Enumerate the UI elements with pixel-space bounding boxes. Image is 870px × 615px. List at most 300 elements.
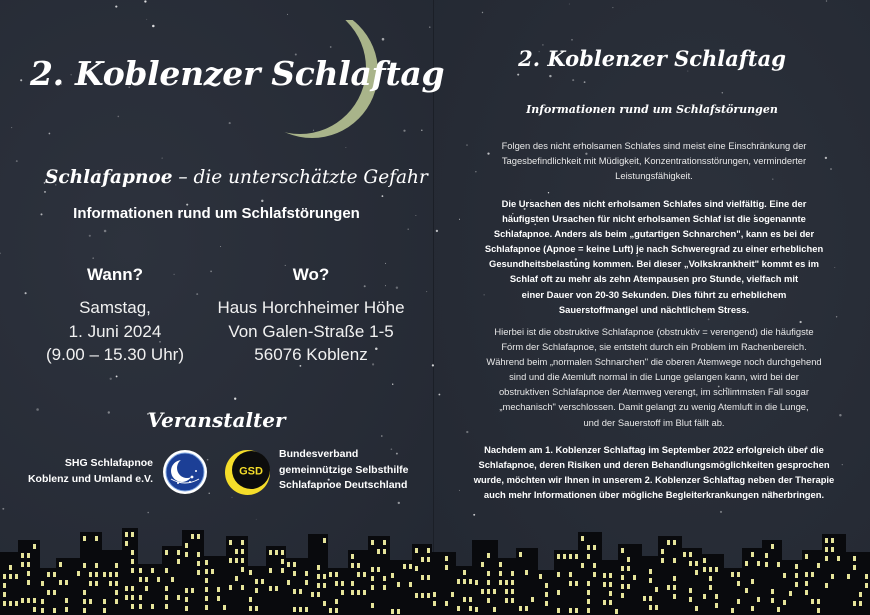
- lit-window: [609, 573, 612, 578]
- lit-window: [177, 550, 180, 555]
- lit-window: [151, 604, 154, 609]
- lit-window: [433, 601, 436, 606]
- lit-window: [505, 589, 508, 594]
- lit-window: [505, 580, 508, 585]
- lit-window: [519, 606, 522, 611]
- star: [382, 195, 384, 197]
- lit-window: [427, 593, 430, 598]
- lit-window: [805, 581, 808, 586]
- star: [426, 291, 427, 292]
- star: [385, 285, 386, 286]
- lit-window: [59, 580, 62, 585]
- lit-window: [511, 598, 514, 603]
- lit-window: [131, 559, 134, 564]
- lit-window: [59, 562, 62, 567]
- star: [11, 127, 12, 128]
- lit-window: [21, 562, 24, 567]
- lit-window: [643, 596, 646, 601]
- lit-window: [323, 583, 326, 588]
- lit-window: [493, 589, 496, 594]
- lit-window: [587, 590, 590, 595]
- lit-window: [695, 561, 698, 566]
- building: [680, 548, 702, 615]
- where-street: Von Galen-Straße 1-5: [228, 321, 394, 341]
- lit-window: [65, 598, 68, 603]
- lit-window: [661, 558, 664, 563]
- lit-window: [3, 583, 6, 588]
- lit-window: [817, 599, 820, 604]
- lit-window: [475, 607, 478, 612]
- star: [569, 4, 570, 5]
- lit-window: [751, 606, 754, 611]
- star: [571, 39, 573, 41]
- subtitle-rest: – die unterschätzte Gefahr: [172, 167, 428, 188]
- para-line: Hierbei ist die obstruktive Schlafapnoe (obstruktiv = verengend) die häufigste: [494, 326, 814, 337]
- star: [117, 116, 119, 118]
- lit-window: [421, 593, 424, 598]
- lit-window: [139, 595, 142, 600]
- lit-window: [593, 545, 596, 550]
- lit-window: [403, 564, 406, 569]
- star: [826, 0, 827, 1]
- gsd-logo-icon: [224, 449, 271, 496]
- lit-window: [83, 608, 86, 613]
- building: [266, 546, 286, 615]
- lit-window: [317, 592, 320, 597]
- subtitle: [45, 167, 428, 188]
- lit-window: [487, 580, 490, 585]
- lit-window: [205, 560, 208, 565]
- lit-window: [837, 556, 840, 561]
- star: [89, 235, 91, 237]
- lit-window: [197, 570, 200, 575]
- para-line: Leistungsfähigkeit.: [615, 170, 693, 182]
- lit-window: [415, 593, 418, 598]
- building: [472, 540, 498, 615]
- star: [364, 285, 366, 287]
- paragraph-causes: [454, 196, 854, 317]
- lit-window: [305, 607, 308, 612]
- lit-window: [171, 577, 174, 582]
- lit-window: [249, 606, 252, 611]
- para-line: Nachdem am 1. Koblenzer Schlaftag im September 2022 erfolgreich über die: [484, 444, 824, 455]
- lit-window: [621, 575, 624, 580]
- lit-window: [165, 568, 168, 573]
- lit-window: [323, 601, 326, 606]
- lit-window: [335, 581, 338, 586]
- lit-window: [603, 573, 606, 578]
- lit-window: [731, 608, 734, 613]
- lit-window: [9, 565, 12, 570]
- lit-window: [649, 569, 652, 574]
- lit-window: [593, 563, 596, 568]
- lit-window: [15, 601, 18, 606]
- lit-window: [115, 563, 118, 568]
- star: [432, 364, 434, 366]
- lit-window: [777, 607, 780, 612]
- star: [16, 160, 18, 162]
- lit-window: [751, 552, 754, 557]
- lit-window: [415, 548, 418, 553]
- lit-window: [235, 558, 238, 563]
- para-line: einer Dauer von 20-30 Sekunden. Dies führt zu erheblichem: [521, 288, 787, 300]
- lit-window: [737, 572, 740, 577]
- lit-window: [15, 574, 18, 579]
- building: [182, 530, 204, 615]
- lit-window: [229, 585, 232, 590]
- lit-window: [41, 599, 44, 604]
- star: [220, 246, 221, 247]
- lit-window: [703, 558, 706, 563]
- lit-window: [323, 538, 326, 543]
- main-title: 2. Koblenzer Schlaftag: [30, 54, 445, 93]
- lit-window: [865, 583, 868, 588]
- lit-window: [165, 604, 168, 609]
- lit-window: [575, 554, 578, 559]
- star: [162, 158, 163, 159]
- lit-window: [151, 568, 154, 573]
- star: [146, 19, 147, 20]
- lit-window: [463, 570, 466, 575]
- lit-window: [745, 588, 748, 593]
- lit-window: [351, 563, 354, 568]
- lit-window: [865, 574, 868, 579]
- lit-window: [457, 606, 460, 611]
- lit-window: [165, 595, 168, 600]
- lit-window: [673, 576, 676, 581]
- lit-window: [131, 550, 134, 555]
- when-day: Samstag,: [79, 298, 151, 317]
- star: [0, 252, 1, 254]
- lit-window: [197, 534, 200, 539]
- lit-window: [655, 605, 658, 610]
- lit-window: [131, 586, 134, 591]
- right-title: 2. Koblenzer Schlaftag: [518, 46, 786, 71]
- lit-window: [511, 589, 514, 594]
- lit-window: [853, 556, 856, 561]
- lit-window: [817, 608, 820, 613]
- lit-window: [83, 563, 86, 568]
- lit-window: [587, 581, 590, 586]
- lit-window: [825, 583, 828, 588]
- lit-window: [83, 536, 86, 541]
- star: [44, 191, 46, 193]
- lit-window: [131, 604, 134, 609]
- lit-window: [103, 599, 106, 604]
- lit-window: [667, 540, 670, 545]
- lit-window: [53, 590, 56, 595]
- paragraph-consequences: [454, 138, 854, 183]
- lit-window: [255, 579, 258, 584]
- lit-window: [287, 562, 290, 567]
- lit-window: [683, 552, 686, 557]
- lit-window: [795, 564, 798, 569]
- lit-window: [371, 603, 374, 608]
- lit-window: [351, 554, 354, 559]
- star: [612, 7, 613, 8]
- star: [232, 497, 233, 498]
- lit-window: [197, 552, 200, 557]
- lit-window: [371, 540, 374, 545]
- para-line: Tagesbefindlichkeit mit Müdigkeit, Konzentrationsstörungen, verminderter: [501, 155, 807, 167]
- lit-window: [383, 540, 386, 545]
- lit-window: [235, 549, 238, 554]
- star: [381, 435, 383, 437]
- lit-window: [649, 578, 652, 583]
- lit-window: [115, 581, 118, 586]
- lit-window: [41, 581, 44, 586]
- lit-window: [317, 583, 320, 588]
- star: [385, 263, 386, 264]
- lit-window: [557, 554, 560, 559]
- lit-window: [249, 570, 252, 575]
- lit-window: [859, 601, 862, 606]
- lit-window: [299, 607, 302, 612]
- lit-window: [427, 557, 430, 562]
- star: [20, 79, 22, 81]
- right-subtitle: Informationen rund um Schlafstörungen: [526, 103, 778, 116]
- lit-window: [317, 565, 320, 570]
- lit-window: [487, 553, 490, 558]
- lit-window: [241, 549, 244, 554]
- para-line: Schlafapnoe. Anders als beim „gutartigen Schnarchen", kann es bei der: [493, 228, 815, 240]
- lit-window: [805, 590, 808, 595]
- star: [708, 319, 710, 321]
- where-city: 56076 Koblenz: [254, 345, 368, 364]
- lit-window: [689, 552, 692, 557]
- lit-window: [745, 561, 748, 566]
- lit-window: [89, 572, 92, 577]
- lit-window: [323, 574, 326, 579]
- star: [110, 378, 112, 380]
- lit-window: [103, 608, 106, 613]
- lit-window: [621, 593, 624, 598]
- lit-window: [33, 598, 36, 603]
- star: [261, 200, 263, 202]
- lit-window: [427, 548, 430, 553]
- lit-window: [469, 597, 472, 602]
- lit-window: [557, 608, 560, 613]
- lit-window: [205, 587, 208, 592]
- lit-window: [575, 581, 578, 586]
- star: [799, 321, 801, 323]
- org2-line1: Bundesverband: [279, 448, 359, 460]
- lit-window: [281, 559, 284, 564]
- lit-window: [783, 573, 786, 578]
- city-skyline-icon: [0, 510, 870, 615]
- star: [92, 257, 94, 259]
- lit-window: [709, 567, 712, 572]
- lit-window: [65, 580, 68, 585]
- para-line: Folgen des nicht erholsamen Schlafes sind meist eine Einschränkung der: [501, 140, 807, 151]
- lit-window: [463, 579, 466, 584]
- lit-window: [269, 568, 272, 573]
- lit-window: [275, 586, 278, 591]
- lit-window: [655, 587, 658, 592]
- lit-window: [53, 608, 56, 613]
- lit-window: [241, 558, 244, 563]
- lit-window: [587, 599, 590, 604]
- organizers-title: Veranstalter: [147, 408, 286, 432]
- lit-window: [269, 550, 272, 555]
- lit-window: [771, 589, 774, 594]
- lit-window: [329, 572, 332, 577]
- lit-window: [795, 573, 798, 578]
- lit-window: [847, 574, 850, 579]
- where-venue: Haus Horchheimer Höhe: [217, 298, 405, 317]
- info-heading: Informationen rund um Schlafstörungen: [73, 205, 360, 222]
- org2-line3: Schlafapnoe Deutschland: [279, 479, 408, 491]
- lit-window: [673, 594, 676, 599]
- lit-window: [609, 600, 612, 605]
- star: [396, 286, 398, 288]
- para-line: Schlaf oft zu mehr als zehn Atempausen pro Stunde, vielfach mit: [509, 273, 799, 285]
- lit-window: [249, 597, 252, 602]
- para-line: Form der Schlafapnoe, sie entsteht durch ein Problem im Rachenbereich.: [501, 341, 807, 353]
- star: [287, 14, 288, 15]
- lit-window: [205, 596, 208, 601]
- lit-window: [765, 553, 768, 558]
- lit-window: [21, 598, 24, 603]
- lit-window: [341, 581, 344, 586]
- gsd-logo-text: GSD: [239, 465, 263, 478]
- lit-window: [689, 588, 692, 593]
- lit-window: [241, 567, 244, 572]
- lit-window: [731, 572, 734, 577]
- lit-window: [615, 609, 618, 614]
- lit-window: [47, 590, 50, 595]
- lit-window: [831, 547, 834, 552]
- lit-window: [191, 534, 194, 539]
- lit-window: [95, 563, 98, 568]
- lit-window: [223, 605, 226, 610]
- lit-window: [363, 590, 366, 595]
- lit-window: [575, 608, 578, 613]
- star: [398, 502, 400, 504]
- lit-window: [335, 608, 338, 613]
- lit-window: [305, 580, 308, 585]
- lit-window: [89, 581, 92, 586]
- lit-window: [427, 575, 430, 580]
- lit-window: [569, 608, 572, 613]
- lit-window: [825, 547, 828, 552]
- lit-window: [205, 569, 208, 574]
- lit-window: [751, 579, 754, 584]
- lit-window: [499, 562, 502, 567]
- lit-window: [27, 598, 30, 603]
- org2-line2: gemeinnützige Selbsthilfe: [279, 463, 409, 476]
- para-line: und der Sauerstoff im Blut fällt ab.: [583, 416, 725, 428]
- building: [658, 536, 682, 615]
- star: [584, 81, 586, 83]
- lit-window: [587, 545, 590, 550]
- lit-window: [859, 592, 862, 597]
- lit-window: [603, 600, 606, 605]
- lit-window: [603, 582, 606, 587]
- lit-window: [715, 603, 718, 608]
- lit-window: [235, 576, 238, 581]
- lit-window: [217, 596, 220, 601]
- lit-window: [505, 598, 508, 603]
- lit-window: [609, 582, 612, 587]
- lit-window: [391, 573, 394, 578]
- lit-window: [831, 574, 834, 579]
- lit-window: [811, 599, 814, 604]
- lit-window: [27, 553, 30, 558]
- lit-window: [511, 580, 514, 585]
- lit-window: [33, 607, 36, 612]
- lit-window: [445, 601, 448, 606]
- lit-window: [627, 557, 630, 562]
- lit-window: [21, 553, 24, 558]
- lit-window: [421, 557, 424, 562]
- lit-window: [673, 585, 676, 590]
- lit-window: [469, 579, 472, 584]
- star: [572, 79, 574, 81]
- lit-window: [777, 562, 780, 567]
- lit-window: [817, 563, 820, 568]
- lit-window: [185, 606, 188, 611]
- lit-window: [177, 559, 180, 564]
- lit-window: [229, 558, 232, 563]
- lit-window: [53, 572, 56, 577]
- lit-window: [27, 580, 30, 585]
- lit-window: [145, 586, 148, 591]
- shg-logo-icon: [162, 449, 208, 495]
- lit-window: [487, 571, 490, 576]
- lit-window: [709, 576, 712, 581]
- lit-window: [217, 587, 220, 592]
- lit-window: [805, 554, 808, 559]
- para-line: auch mehr Informationen über mögliche Begleiterkrankungen näherbringen.: [483, 489, 825, 501]
- lit-window: [805, 572, 808, 577]
- lit-window: [825, 538, 828, 543]
- org1-line1: SHG Schlafapnoe: [64, 457, 153, 469]
- star: [438, 394, 440, 396]
- where-details: [196, 296, 426, 367]
- para-line: obstruktiven Schlafapnoe der Atemweg verengt, im schlimmsten Fall sogar: [498, 386, 810, 398]
- paragraph-event: [454, 442, 854, 502]
- lit-window: [83, 590, 86, 595]
- lit-window: [125, 586, 128, 591]
- lit-window: [765, 562, 768, 567]
- building: [122, 528, 138, 615]
- lit-window: [621, 548, 624, 553]
- lit-window: [383, 585, 386, 590]
- lit-window: [593, 572, 596, 577]
- lit-window: [185, 588, 188, 593]
- lit-window: [255, 588, 258, 593]
- lit-window: [377, 549, 380, 554]
- lit-window: [587, 608, 590, 613]
- lit-window: [65, 607, 68, 612]
- lit-window: [27, 562, 30, 567]
- lit-window: [715, 594, 718, 599]
- star: [144, 0, 146, 2]
- star: [104, 230, 107, 233]
- star: [49, 133, 51, 135]
- star: [549, 75, 551, 77]
- star: [115, 6, 117, 8]
- lit-window: [581, 563, 584, 568]
- lit-window: [831, 538, 834, 543]
- lit-window: [125, 532, 128, 537]
- lit-window: [269, 586, 272, 591]
- lit-window: [177, 595, 180, 600]
- lit-window: [293, 589, 296, 594]
- lit-window: [703, 567, 706, 572]
- lit-window: [197, 561, 200, 566]
